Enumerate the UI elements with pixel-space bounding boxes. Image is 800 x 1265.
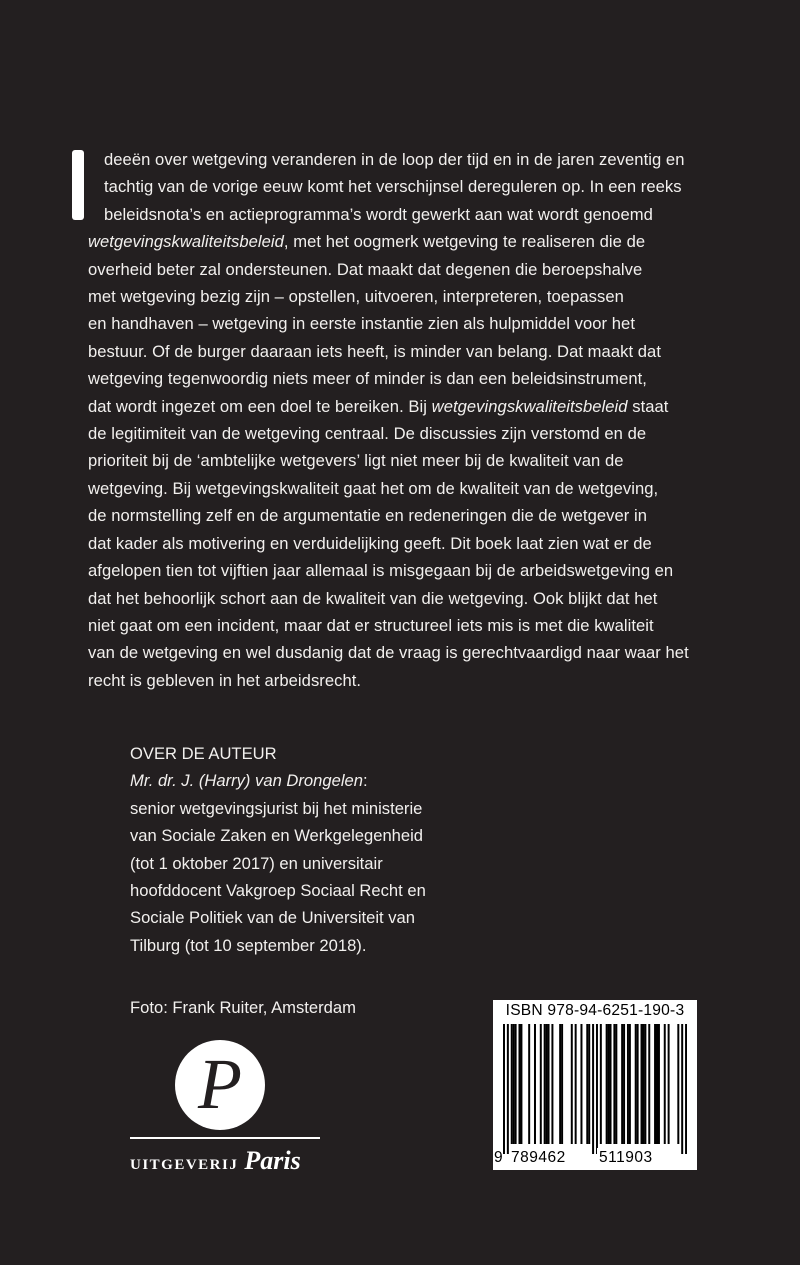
publisher-logo <box>130 1040 325 1180</box>
barcode-bar <box>606 1024 608 1144</box>
back-cover-blurb <box>88 146 728 694</box>
barcode-bar <box>608 1024 610 1144</box>
barcode-bar <box>511 1024 513 1144</box>
barcode-bar <box>588 1024 590 1144</box>
barcode-bar <box>635 1024 637 1144</box>
barcode-bar <box>685 1024 687 1154</box>
barcode-bar <box>621 1024 623 1144</box>
barcode-bar <box>656 1024 658 1144</box>
emphasis: wetgevingskwaliteitsbeleid <box>431 396 628 416</box>
author-bio-line: van Sociale Zaken en Werkgelegenheid <box>130 826 424 846</box>
barcode-bar <box>648 1024 650 1144</box>
barcode-bar <box>592 1024 594 1154</box>
blurb-line: deeën over wetgeving veranderen in de loop der tijd en in de jaren zeventig en <box>104 150 685 169</box>
barcode-bar <box>559 1024 561 1144</box>
blurb-line: bestuur. Of de burger daaraan iets heeft, is minder van belang. Dat maakt dat <box>88 341 661 361</box>
barcode-bar <box>629 1024 631 1144</box>
logo-circle <box>175 1040 265 1130</box>
blurb-line: de normstelling zelf en de argumentatie en redeneringen die de wetgever in <box>88 506 648 526</box>
author-section <box>130 740 490 959</box>
isbn-label: ISBN 978-94-6251-190-3 <box>505 1002 685 1019</box>
barcode-bar <box>658 1024 660 1144</box>
author-heading: OVER DE AUTEUR <box>130 744 277 763</box>
barcode-bar <box>561 1024 563 1144</box>
blurb-line: wetgevingskwaliteitsbeleid, met het oogmerk wetgeving te realiseren die de <box>88 232 646 252</box>
barcode-bar <box>548 1024 550 1144</box>
barcode-bar <box>518 1024 520 1144</box>
author-bio-line: hoofddocent Vakgroep Sociaal Recht en <box>130 881 426 901</box>
publisher-name: UITGEVERIJ Paris <box>130 1146 301 1175</box>
author-name: Mr. dr. J. (Harry) van Drongelen: <box>130 771 368 791</box>
barcode-bar <box>615 1024 617 1144</box>
author-bio-line: senior wetgevingsjurist bij het ministerie <box>130 798 423 818</box>
barcode-bar <box>664 1024 666 1144</box>
barcode-bar <box>551 1024 553 1144</box>
blurb-line: tachtig van de vorige eeuw komt het verschijnsel dereguleren op. In een reeks <box>104 177 682 197</box>
barcode-bar <box>513 1024 515 1144</box>
blurb-line: beleidsnota’s en actieprogramma’s wordt gewerkt aan wat wordt genoemd <box>104 204 653 224</box>
barcode-bar <box>600 1024 602 1144</box>
blurb-line: van de wetgeving en wel dusdanig dat de vraag is gerechtvaardigd naar waar het <box>88 643 689 663</box>
barcode-bar <box>528 1024 530 1144</box>
blurb-line: niet gaat om een incident, maar dat er structureel iets mis is met die kwaliteit <box>88 615 654 635</box>
blurb-line: overheid beter zal ondersteunen. Dat maakt dat degenen die beroepshalve <box>88 259 643 279</box>
barcode-bar <box>677 1024 679 1144</box>
isbn-digits: 9 789462 511903 <box>494 1149 653 1166</box>
blurb-line: dat wordt ingezet om een doel te bereiken. Bij wetgevingskwaliteitsbeleid staat <box>88 396 669 416</box>
barcode-bar <box>668 1024 670 1144</box>
barcode-bar <box>520 1024 522 1144</box>
blurb-line: dat het behoorlijk schort aan de kwaliteit van die wetgeving. Ook blijkt dat het <box>88 588 658 608</box>
logo-divider <box>130 1137 320 1139</box>
barcode-bar <box>654 1024 656 1144</box>
author-bio-line: Tilburg (tot 10 september 2018). <box>130 935 367 955</box>
barcode-bar <box>681 1024 683 1154</box>
logo-letter: P <box>198 1044 242 1124</box>
barcode-bar <box>546 1024 548 1144</box>
blurb-line: met wetgeving bezig zijn – opstellen, uitvoeren, interpreteren, toepassen <box>88 287 624 307</box>
blurb-line: prioriteit bij de ‘ambtelijke wetgevers’ ligt niet meer bij de kwaliteit van de <box>88 451 624 471</box>
barcode-bar <box>544 1024 546 1144</box>
barcode <box>503 1024 687 1154</box>
barcode-bar <box>613 1024 615 1144</box>
blurb-line: dat kader als motivering en verduidelijking geeft. Dit boek laat zien wat er de <box>88 533 652 553</box>
barcode-bar <box>627 1024 629 1144</box>
barcode-bar <box>503 1024 505 1154</box>
barcode-bar <box>637 1024 639 1144</box>
blurb-line: wetgeving. Bij wetgevingskwaliteit gaat het om de kwaliteit van de wetgeving, <box>88 478 659 498</box>
author-bio-line: Sociale Politiek van de Universiteit van <box>130 908 416 928</box>
blurb-line: afgelopen tien tot vijftien jaar allemaal is misgegaan bij de arbeidswetgeving en <box>88 561 674 581</box>
barcode-bar <box>515 1024 517 1144</box>
barcode-bar <box>586 1024 588 1144</box>
photo-credit: Foto: Frank Ruiter, Amsterdam <box>130 998 356 1017</box>
barcode-bar <box>580 1024 582 1144</box>
drop-cap-letter <box>72 150 84 220</box>
blurb-line: en handhaven – wetgeving in eerste instantie zien als hulpmiddel voor het <box>88 314 635 334</box>
author-bio-line: (tot 1 oktober 2017) en universitair <box>130 853 383 873</box>
barcode-bar <box>540 1024 542 1144</box>
barcode-bar <box>575 1024 577 1144</box>
barcode-bar <box>507 1024 509 1154</box>
blurb-line: wetgeving tegenwoordig niets meer of minder is dan een beleidsinstrument, <box>88 369 647 389</box>
blurb-line: de legitimiteit van de wetgeving centraal. De discussies zijn verstomd en de <box>88 424 647 444</box>
blurb-line: recht is gebleven in het arbeidsrecht. <box>88 670 362 690</box>
barcode-bar <box>644 1024 646 1144</box>
emphasis: wetgevingskwaliteitsbeleid <box>88 232 284 252</box>
barcode-bar <box>571 1024 573 1144</box>
barcode-bar <box>642 1024 644 1144</box>
barcode-bar <box>534 1024 536 1144</box>
barcode-bar <box>596 1024 598 1154</box>
barcode-bar <box>641 1024 643 1144</box>
barcode-bar <box>610 1024 612 1144</box>
barcode-bar <box>623 1024 625 1144</box>
isbn-barcode-box <box>493 1000 697 1170</box>
